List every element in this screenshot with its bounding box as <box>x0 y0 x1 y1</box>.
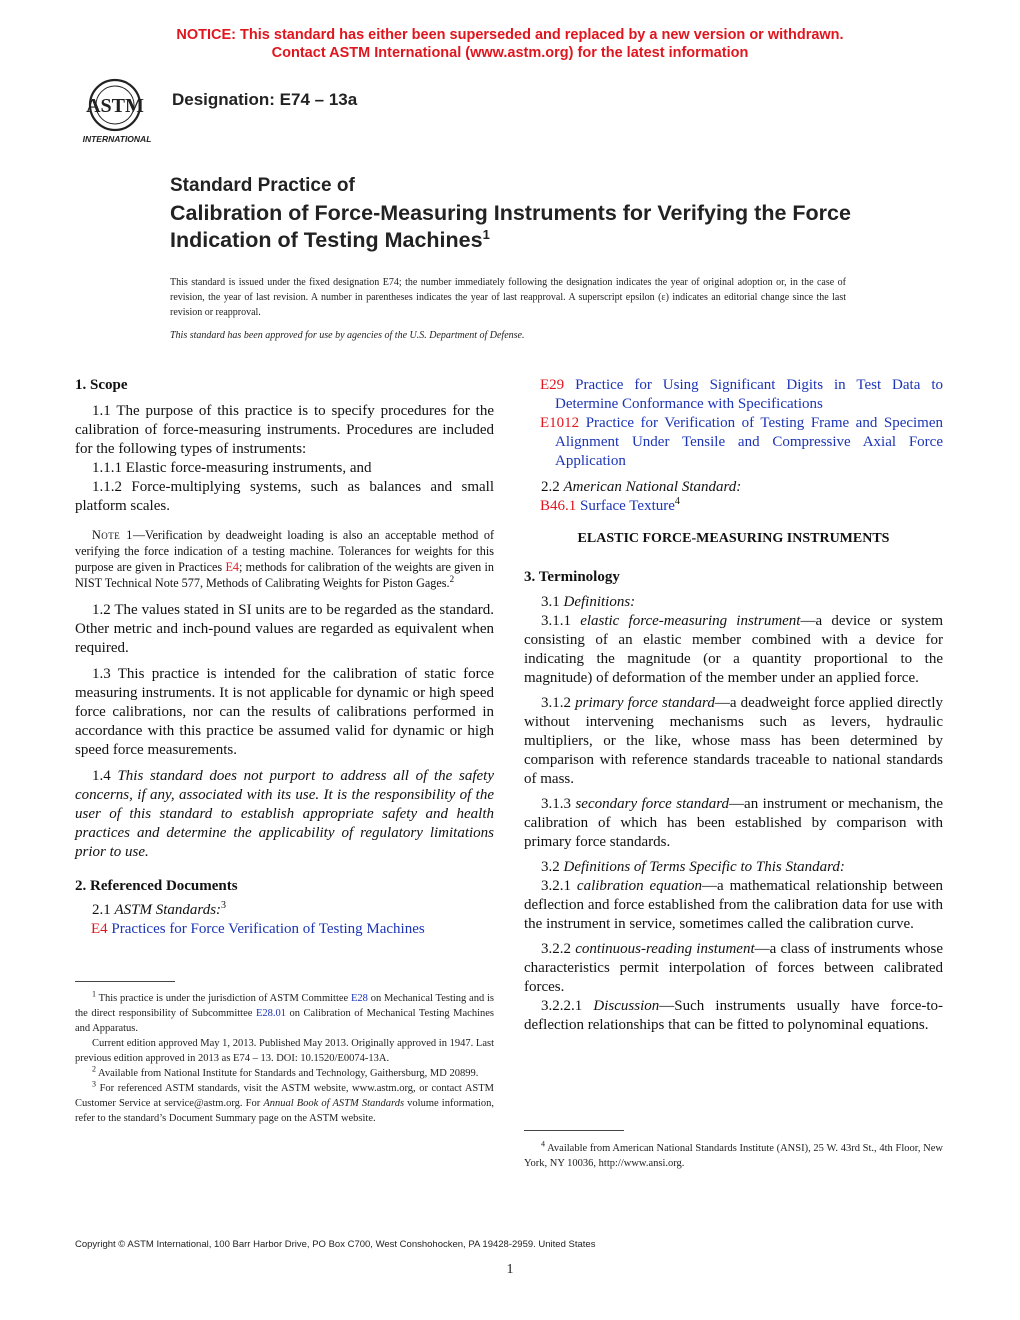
para-3-2-1-text: —a mathematical relationship between deflection and force established from the calibration data for use with the instrument in service, sometimes called the calibration curve. <box>524 878 943 932</box>
para-3-2-1-number: 3.2.1 <box>541 878 577 894</box>
notice-line-1: NOTICE: This standard has either been superseded and replaced by a new version or withdrawn. <box>176 27 844 43</box>
title-line-1: Standard Practice of <box>170 175 355 196</box>
para-3-2-text: Definitions of Terms Specific to This Standard: <box>563 859 845 875</box>
footnote-1-text-c: on Calibration of Mechanical Testing Machines and Apparatus. <box>75 1008 494 1034</box>
designation: Designation: E74 – 13a <box>172 90 358 109</box>
logo-subtext: INTERNATIONAL <box>82 134 152 144</box>
footnote-rule-right <box>524 1130 624 1131</box>
para-3-1-3-text: —an instrument or mechanism, the calibration of which has been established by comparison with primary force standards. <box>524 796 944 850</box>
section-scope-heading: 1. Scope <box>75 377 128 393</box>
astm-logo-icon <box>72 76 162 144</box>
para-1-1-1: 1.1.1 Elastic force-measuring instruments, and <box>92 460 372 476</box>
para-3-2-2-1 <box>524 997 943 1035</box>
footnote-2-text: Available from National Institute for Standards and Technology, Gaithersburg, MD 20899. <box>96 1068 479 1079</box>
footnotes-right <box>524 1141 943 1171</box>
ref-b46[interactable] <box>524 497 943 516</box>
para-1-2: 1.2 The values stated in SI units are to be regarded as the standard. Other metric and inch-pound values are regarded as equivalent when required. <box>75 602 494 656</box>
para-1-4-text: This standard does not purport to address all of the safety concerns, if any, associated with its use. It is the responsibility of the user of this standard to establish appropriate safety and health practices and determine the applicability of regulatory limitations prior to use. <box>75 768 495 860</box>
para-3-1-2 <box>524 694 943 789</box>
note-1-text-2: ; methods for calibration of the weights are given in NIST Technical Note 577, Methods of Calibrating Weights for Piston Gages. <box>75 560 494 590</box>
ref-e4-code[interactable]: E4 <box>91 921 108 937</box>
para-3-1-3-number: 3.1.3 <box>541 796 576 812</box>
para-3-1-2-number: 3.1.2 <box>541 695 576 711</box>
para-3-2-1 <box>524 877 943 934</box>
para-2-2 <box>524 478 943 497</box>
footnote-3 <box>75 1081 494 1126</box>
footnote-1-edition: Current edition approved May 1, 2013. Published May 2013. Originally approved in 1947. Last previous edition approved in 2013 as E74 – 13. DOI: 10.1520/E0074-13A. <box>75 1038 494 1064</box>
ref-e29-title[interactable]: Practice for Using Significant Digits in Test Data to Determine Conformance with Specifications <box>555 377 943 412</box>
copyright-line: Copyright © ASTM International, 100 Barr Harbor Drive, PO Box C700, West Conshohocken, PA 19428-2959. United States <box>75 1239 596 1250</box>
term-secondary-force-standard: secondary force standard <box>575 796 730 812</box>
para-1-4-number: 1.4 <box>92 768 118 784</box>
title-footnote-mark: 1 <box>482 226 490 242</box>
footnote-3-text-b: volume information, refer to the standard’s Document Summary page on the ASTM website. <box>75 1098 494 1124</box>
ref-e1012[interactable] <box>524 414 943 471</box>
note-1-footnote-mark: 2 <box>449 573 455 584</box>
para-3-2-2-text: —a class of instruments whose characteristics permit interpolation of forces between calibrated forces. <box>524 941 944 995</box>
note-1-text: —Verification by deadweight loading is also an acceptable method of verifying the force indication of a testing machine. Tolerances for weights for this purpose are given in Practices <box>75 528 495 574</box>
para-3-1-1 <box>524 612 943 688</box>
ref-b46-footnote-mark: 4 <box>674 496 680 507</box>
title-line-2 <box>170 200 890 254</box>
footnote-3-italic: Annual Book of ASTM Standards <box>263 1098 405 1109</box>
term-continuous-reading: continuous-reading instument <box>575 941 755 957</box>
page-number: 1 <box>506 1262 514 1277</box>
section-refdocs-heading: 2. Referenced Documents <box>75 878 238 894</box>
dod-approval-statement: This standard has been approved for use by agencies of the U.S. Department of Defense. <box>170 330 525 341</box>
left-column <box>75 376 494 939</box>
link-e28[interactable]: E28 <box>351 993 368 1004</box>
notice-line-2: Contact ASTM International (www.astm.org) for the latest information <box>271 45 749 61</box>
para-3-1-3 <box>524 795 943 852</box>
footnote-4 <box>524 1141 943 1171</box>
footnote-4-mark: 4 <box>541 1139 545 1149</box>
para-3-1-2-text: —a deadweight force applied directly without intervening mechanisms such as levers, hydraulic multipliers, or the like, whose mass has been determined by comparison with reference standards traceable to national standards of mass. <box>524 695 944 787</box>
withdrawal-notice <box>0 26 1020 62</box>
footnote-2-mark: 2 <box>92 1064 96 1074</box>
footnote-1-text-b: on Mechanical Testing and is the direct responsibility of Subcommittee <box>75 993 494 1019</box>
term-calibration-equation: calibration equation <box>576 878 702 894</box>
term-elastic-instrument: elastic force-measuring instrument <box>580 613 801 629</box>
note-1 <box>75 527 494 591</box>
astm-logo <box>72 76 162 144</box>
para-3-2 <box>524 858 943 877</box>
para-3-1-1-text: —a device or system consisting of an elastic member combined with a device for indicating the magnitude (or a quantity proportional to the magnitude) of deformation of the member under an applied force. <box>524 613 944 686</box>
section-terminology-heading: 3. Terminology <box>524 569 620 585</box>
para-2-2-text: American National Standard: <box>563 479 742 495</box>
footnote-3-text-a: For referenced ASTM standards, visit the ASTM website, www.astm.org, or contact ASTM Customer Service at service@astm.org. For <box>75 1083 494 1109</box>
para-2-1-text: ASTM Standards: <box>114 902 222 918</box>
para-3-2-2-1-number: 3.2.2.1 <box>541 998 594 1014</box>
para-3-2-number: 3.2 <box>541 859 564 875</box>
para-1-4 <box>75 767 494 862</box>
footnote-rule-left <box>75 981 175 982</box>
ref-e1012-title[interactable]: Practice for Verification of Testing Frame and Specimen Alignment Under Tensile and Compressive Axial Force Application <box>555 415 943 469</box>
ref-b46-code[interactable]: B46.1 <box>540 498 577 514</box>
footnote-1-text-a: This practice is under the jurisdiction of ASTM Committee <box>96 993 351 1004</box>
term-discussion: Discussion <box>593 998 660 1014</box>
para-3-2-2-number: 3.2.2 <box>541 941 576 957</box>
para-3-1-text: Definitions: <box>563 594 636 610</box>
ref-b46-title[interactable]: Surface Texture <box>576 498 675 514</box>
para-2-1-number: 2.1 <box>92 902 115 918</box>
ref-e29[interactable] <box>524 376 943 414</box>
footnote-1-mark: 1 <box>92 989 96 999</box>
link-e28-01[interactable]: E28.01 <box>255 1008 286 1019</box>
para-3-1-number: 3.1 <box>541 594 564 610</box>
logo-letters: ASTM <box>86 95 144 117</box>
ref-e1012-code[interactable]: E1012 <box>540 415 580 431</box>
para-3-2-2 <box>524 940 943 997</box>
para-1-3: 1.3 This practice is intended for the calibration of static force measuring instruments. It is not applicable for dynamic or high speed force calibrations, nor can the results of calibrations performed in accordance with this practice be assumed valid for dynamic or high speed force measurements. <box>75 666 494 758</box>
para-2-2-number: 2.2 <box>541 479 564 495</box>
ref-e4-title[interactable]: Practices for Force Verification of Testing Machines <box>107 921 425 937</box>
footnotes-left <box>75 991 494 1126</box>
issued-statement: This standard is issued under the fixed designation E74; the number immediately following the designation indicates the year of original adoption or, in the case of revision, the year of last revision. A number in parentheses indicates the year of last reapproval. A superscript epsilon (ε) indicates an editorial change since the last revision or reapproval. <box>170 277 846 318</box>
para-1-1: 1.1 The purpose of this practice is to specify procedures for the calibration of force-measuring instruments. Procedures are included for the following types of instruments: <box>75 403 494 457</box>
ref-e29-code[interactable]: E29 <box>540 377 565 393</box>
para-2-1 <box>75 901 494 920</box>
footnote-4-text: Available from American National Standards Institute (ANSI), 25 W. 43rd St., 4th Floor, New York, NY 10036, http://www.ansi.org. <box>524 1143 943 1169</box>
para-3-1 <box>524 593 943 612</box>
para-1-1-2: 1.1.2 Force-multiplying systems, such as balances and small platform scales. <box>75 479 494 514</box>
para-3-1-1-number: 3.1.1 <box>541 613 581 629</box>
elastic-instruments-heading: ELASTIC FORCE-MEASURING INSTRUMENTS <box>577 531 890 546</box>
title-main: Calibration of Force-Measuring Instruments for Verifying the Force Indication of Testing Machines <box>170 201 851 252</box>
footnote-2 <box>75 1066 494 1081</box>
para-2-1-footnote-mark: 3 <box>221 900 227 911</box>
note-1-label: Note 1 <box>92 528 133 542</box>
right-column <box>524 376 943 1035</box>
link-e4-note[interactable]: E4 <box>225 560 239 574</box>
term-primary-force-standard: primary force standard <box>575 695 715 711</box>
ref-e4[interactable] <box>75 920 494 939</box>
para-3-2-2-1-text: —Such instruments usually have force-to-deflection relationships that can be fitted to polynominal equations. <box>524 998 944 1033</box>
footnote-3-mark: 3 <box>92 1079 96 1089</box>
footnote-1 <box>75 991 494 1036</box>
